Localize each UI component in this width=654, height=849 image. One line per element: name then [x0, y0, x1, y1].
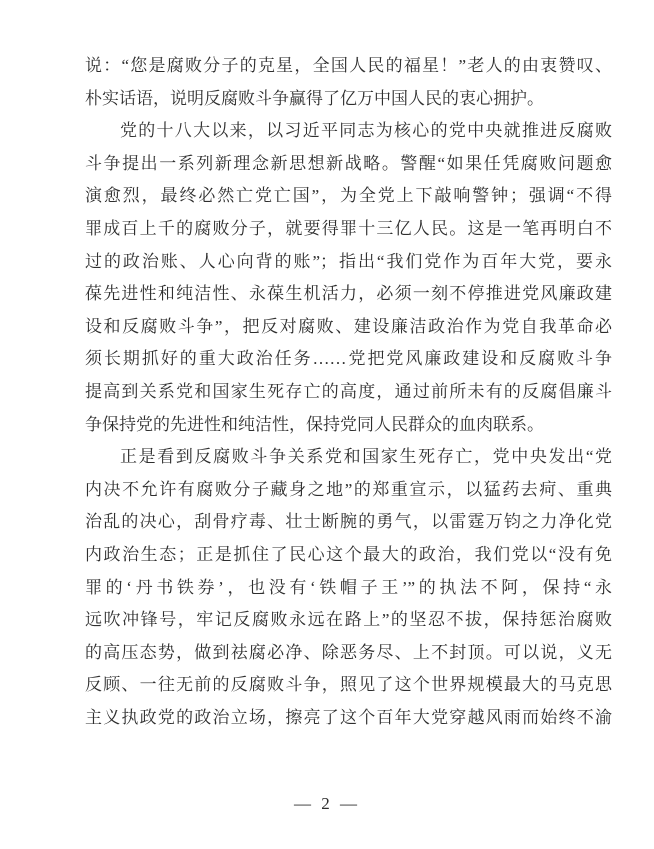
paragraph — [85, 115, 612, 441]
text-line: 提高到关系党和国家生死存亡的高度，通过前所未有的反腐倡廉斗 — [85, 381, 612, 401]
text-line: 主义执政党的政治立场，擦亮了这个百年大党穿越风雨而始终不渝 — [85, 707, 612, 727]
paragraph — [85, 441, 612, 734]
text-line: 设和反腐败斗争”，把反对腐败、建设廉洁政治作为党自我革命必 — [85, 316, 612, 336]
text-line: 演愈烈，最终必然亡党亡国”，为全党上下敲响警钟；强调“不得 — [85, 186, 612, 206]
text-line: 内政治生态；正是抓住了民心这个最大的政治，我们党以“没有免 — [85, 544, 612, 564]
paragraph — [85, 50, 612, 115]
text-line: 说：“您是腐败分子的克星，全国人民的福星！”老人的由衷赞叹、 — [85, 56, 612, 75]
text-line: 葆先进性和纯洁性、永葆生机活力，必须一刻不停推进党风廉政建 — [85, 284, 612, 304]
text-line: 治乱的决心，刮骨疗毒、壮士断腕的勇气，以雷霆万钧之力净化党 — [85, 512, 612, 532]
text-line: 的高压态势，做到祛腐必净、除恶务尽、上不封顶。可以说，义无 — [85, 642, 612, 662]
text-line: 罪的‘丹书铁券’，也没有‘铁帽子王’”的执法不阿，保持“永 — [85, 577, 612, 597]
text-line: 朴实话语，说明反腐败斗争赢得了亿万中国人民的衷心拥护。 — [85, 88, 544, 108]
text-line: 斗争提出一系列新理念新思想新战略。警醒“如果任凭腐败问题愈 — [85, 153, 612, 173]
text-line: 正是看到反腐败斗争关系党和国家生死存亡，党中央发出“党 — [120, 447, 612, 467]
text-content — [85, 50, 612, 734]
text-line: 须长期抓好的重大政治任务……党把党风廉政建设和反腐败斗争 — [85, 349, 612, 369]
text-line: 远吹冲锋号，牢记反腐败永远在路上”的坚忍不拔，保持惩治腐败 — [85, 610, 612, 630]
text-line: 内决不允许有腐败分子藏身之地”的郑重宣示，以猛药去疴、重典 — [85, 479, 612, 499]
page-number-footer: — 2 — — [294, 794, 360, 813]
text-line: 过的政治账、人心向背的账”；指出“我们党作为百年大党，要永 — [85, 251, 612, 271]
text-line: 反顾、一往无前的反腐败斗争，照见了这个世界规模最大的马克思 — [85, 675, 612, 695]
text-line: 罪成百上千的腐败分子，就要得罪十三亿人民。这是一笔再明白不 — [85, 218, 612, 238]
text-line: 党的十八大以来，以习近平同志为核心的党中央就推进反腐败 — [120, 121, 612, 141]
text-line: 争保持党的先进性和纯洁性，保持党同人民群众的血肉联系。 — [85, 414, 544, 434]
